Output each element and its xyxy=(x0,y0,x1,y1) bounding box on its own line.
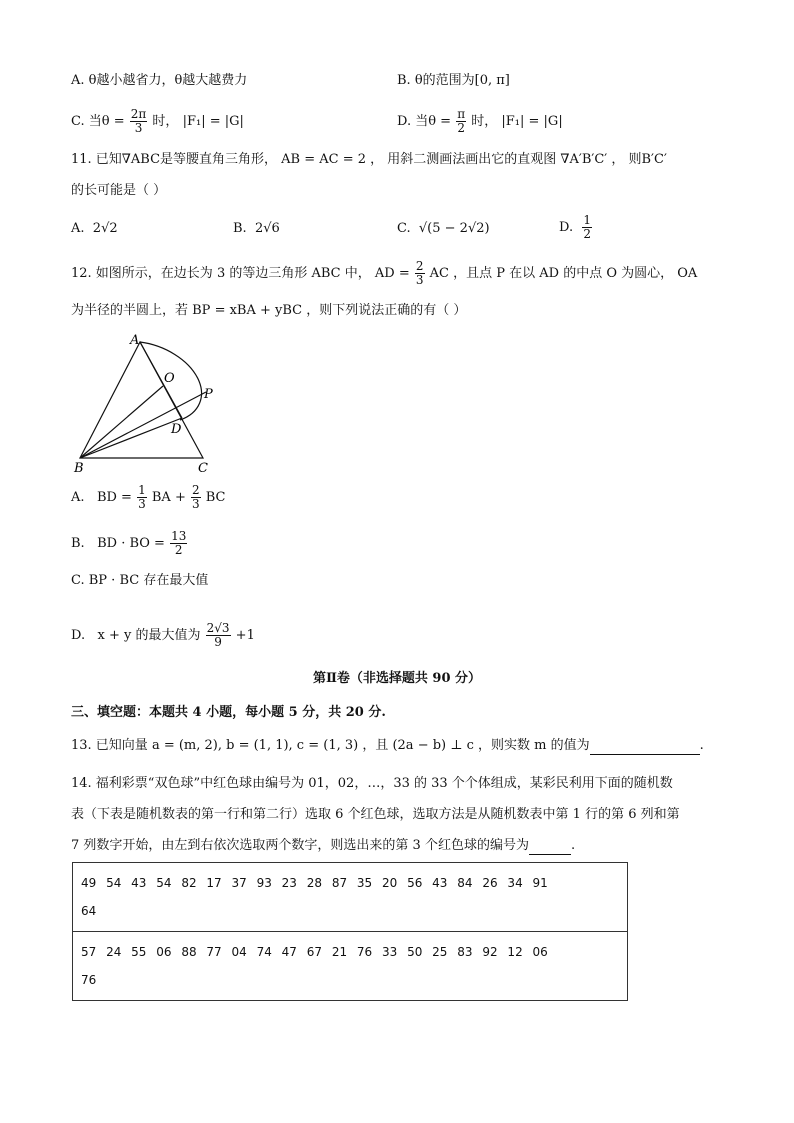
q12-stem-line1: 12. 如图所示，在边长为 3 的等边三角形 ABC 中， AD = $\frac{2}{3}$ AC ，且点 P 在以 AD 的中点 O 为圆心， OA xyxy=(71,259,698,287)
label-d: D xyxy=(171,422,182,437)
q12-geometry-figure xyxy=(70,330,220,475)
label-b: B xyxy=(74,461,84,475)
label-a: A xyxy=(130,333,140,348)
q11-option-a: A. 2√2 xyxy=(71,221,118,236)
q14-answer-blank[interactable] xyxy=(529,854,571,855)
q10-d-suffix: 时， xyxy=(471,114,498,129)
q11-c-value: √(5 − 2√2) xyxy=(418,221,490,236)
triangle-abc xyxy=(80,342,203,458)
part-3-heading: 三、填空题：本题共 4 小题，每小题 5 分，共 20 分. xyxy=(71,705,386,720)
random-number-table xyxy=(72,862,628,1001)
q10-d-prefix: D. 当θ = xyxy=(397,114,452,129)
q12-option-a: A. BD = $\frac{1}{3}$ BA + $\frac{2}{3}$ BC xyxy=(71,483,226,511)
label-p: P xyxy=(204,387,213,402)
q11-stem-line1: 11. 已知∇ABC是等腰直角三角形， AB = AC = 2 ， 用斜二测画法画出它的直观图 ∇A′B′C′ ， 则B′C′ xyxy=(71,152,667,167)
line-bd xyxy=(80,418,182,458)
q11-d-fraction: $\frac{1}{2}$ xyxy=(583,213,591,241)
q12-option-c: C. BP · BC 存在最大值 xyxy=(71,573,209,588)
q11-option-b: B. 2√6 xyxy=(233,221,280,236)
q12-stem-line2: 为半径的半圆上，若 BP = xBA + yBC ，则下列说法正确的有（ ） xyxy=(71,303,467,318)
q11-a-value: 2√2 xyxy=(92,221,118,236)
label-c: C xyxy=(198,461,208,475)
q11-option-c: C. √(5 − 2√2) xyxy=(397,221,490,236)
q10-c-equation: |F₁| = |G| xyxy=(182,114,244,129)
q10-d-fraction: $\frac{\pi}{2}$ xyxy=(457,107,466,135)
q11-b-value: 2√6 xyxy=(254,221,280,236)
q12-d-fraction: $\frac{2√3}{9}$ xyxy=(206,621,230,649)
q11-option-d: D. $\frac{1}{2}$ xyxy=(559,213,591,241)
q12-a-lhs: BD = xyxy=(96,490,132,505)
q10-d-equation: |F₁| = |G| xyxy=(501,114,563,129)
q14-stem-line1: 14. 福利彩票“双色球”中红色球由编号为 01，02，…，33 的 33 个个体组成，某彩民利用下面的随机数 xyxy=(71,776,673,791)
q12-a-fraction1: $\frac{1}{3}$ xyxy=(138,483,146,511)
q12-b-fraction: $\frac{13}{2}$ xyxy=(171,529,187,557)
q10-option-c xyxy=(71,108,244,135)
table-row xyxy=(73,863,628,932)
table-row xyxy=(73,932,628,1001)
q12-a-fraction2: $\frac{2}{3}$ xyxy=(191,483,200,511)
q11-stem-line2: 的长可能是（ ） xyxy=(71,183,167,198)
random-row-1: 49 54 43 54 82 17 37 93 23 28 87 35 20 56 43 84 26 34 91 64 xyxy=(73,863,628,932)
q12-b-lhs: BD · BO = xyxy=(97,536,165,551)
line-ad xyxy=(140,342,182,418)
line-bp xyxy=(80,392,206,458)
q12-d-lhs: x + y 的最大值为 xyxy=(97,628,201,643)
q14-stem-line3: 7 列数字开始，由左到右依次选取两个数字，则选出来的第 3 个红色球的编号为 . xyxy=(71,838,576,853)
q10-c-fraction: $\frac{2\pi}{3}$ xyxy=(130,107,147,135)
q10-option-a: A. θ越小越省力，θ越大越费力 xyxy=(71,73,248,88)
q10-option-b: B. θ的范围为[0, π] xyxy=(397,73,510,88)
q12-option-d: D. x + y 的最大值为 $\frac{2√3}{9}$ +1 xyxy=(71,621,255,649)
q10-c-suffix: 时， xyxy=(152,114,179,129)
q14-stem-line2: 表（下表是随机数表的第一行和第二行）选取 6 个红色球，选取方法是从随机数表中第 1 行的第 6 列和第 xyxy=(71,807,680,822)
section-2-title: 第Ⅱ卷（非选择题共 90 分） xyxy=(312,671,482,686)
line-bo xyxy=(80,386,163,458)
q12-vector-ad: AD = xyxy=(374,266,410,281)
label-o: O xyxy=(164,371,175,386)
q10-option-d xyxy=(397,108,563,135)
q12-option-b: B. BD · BO = $\frac{13}{2}$ xyxy=(71,529,187,557)
q10-c-prefix: C. 当θ = xyxy=(71,114,125,129)
q13-stem: 13. 已知向量 a = (m, 2), b = (1, 1), c = (1, 3) ，且 (2a − b) ⊥ c ，则实数 m 的值为 . xyxy=(71,738,704,753)
q13-answer-blank[interactable] xyxy=(590,754,700,755)
q12-stem-fraction: $\frac{2}{3}$ xyxy=(415,259,424,287)
random-row-2: 57 24 55 06 88 77 04 74 47 67 21 76 33 50 25 83 92 12 06 76 xyxy=(73,932,628,1001)
